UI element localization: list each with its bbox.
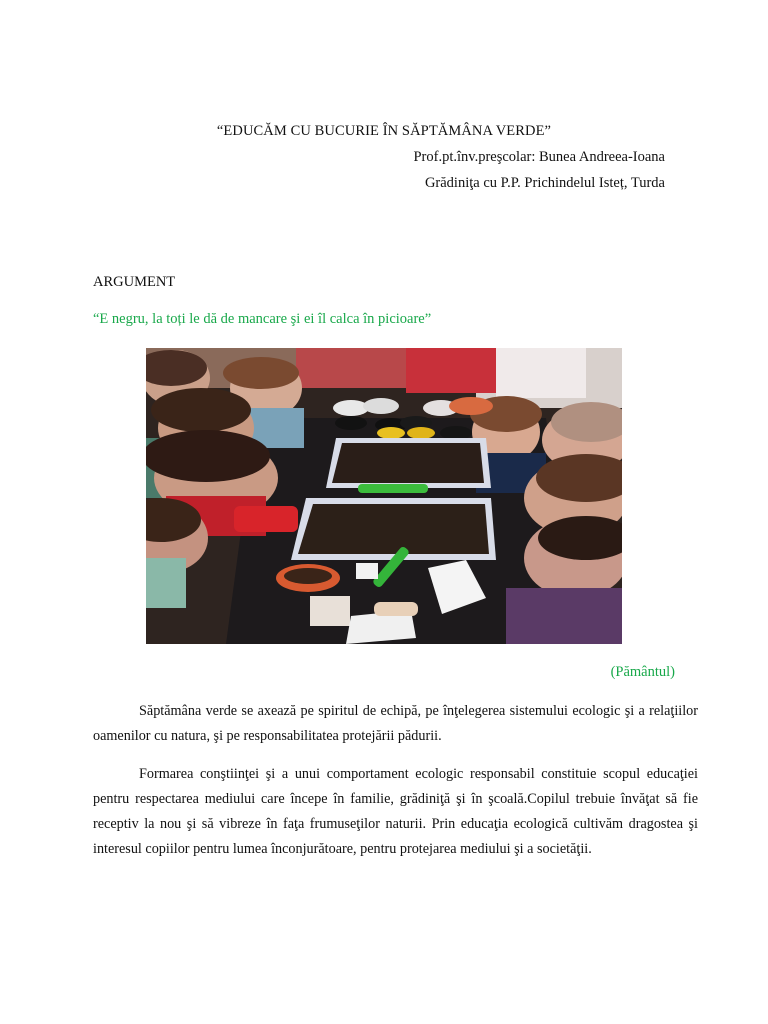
classroom-photo	[146, 348, 622, 644]
paragraph-2: Formarea conştiinţei şi a unui comportament ecologic responsabil constituie scopul educaţiei pentru respectarea mediului care începe în familie, grădiniţă şi în şcoală.Copilul trebuie învăţat să fie receptiv la nou şi să vibreze în faţa frumuseţilor naturii. Prin educaţia ecologică cultivăm dragostea şi interesul copiilor pentru lumea înconjurătoare, pentru protejarea mediului şi a societăţii.	[93, 766, 698, 857]
author-line: Prof.pt.înv.preşcolar: Bunea Andreea-Ioana	[413, 149, 665, 165]
section-heading: ARGUMENT	[93, 274, 176, 290]
paragraph-1: Săptămâna verde se axează pe spiritul de echipă, pe înţelegerea sistemului ecologic şi a relaţiilor oamenilor cu natura, şi pe responsabilitatea protejării pădurii.	[93, 703, 698, 744]
photo-caption: (Pământul)	[610, 664, 675, 680]
document-title: “EDUCĂM CU BUCURIE ÎN SĂPTĂMÂNA VERDE”	[216, 123, 552, 139]
riddle-quote: “E negru, la toți le dă de mancare şi ei îl calca în picioare”	[93, 311, 432, 327]
institution-line: Grădiniţa cu P.P. Prichindelul Isteț, Turda	[424, 175, 665, 191]
